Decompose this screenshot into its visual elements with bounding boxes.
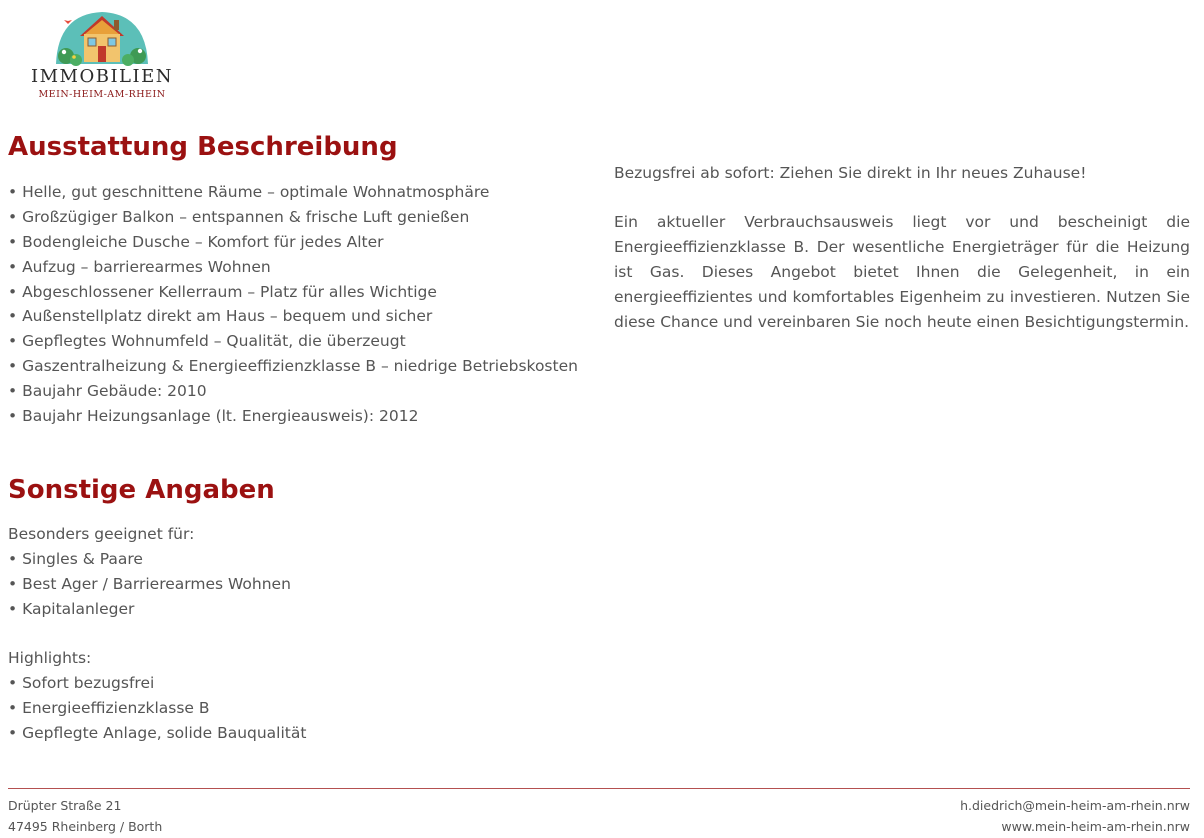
list-item: • Bodengleiche Dusche – Komfort für jedes Alter: [8, 232, 384, 251]
list-item: • Gaszentralheizung & Energieeffizienzklasse B – niedrige Betriebskosten: [8, 357, 578, 376]
highlights-label: Highlights:: [8, 649, 92, 667]
footer-divider: [8, 788, 1190, 789]
logo-title: IMMOBILIEN: [30, 66, 174, 87]
footer-city: 47495 Rheinberg / Borth: [8, 819, 163, 834]
highlights-list: [8, 671, 306, 746]
besonders-label: Besonders geeignet für:: [8, 525, 195, 543]
list-item: • Abgeschlossener Kellerraum – Platz für alles Wichtige: [8, 282, 437, 301]
ausstattung-heading: Ausstattung Beschreibung: [8, 132, 398, 162]
footer-website-link[interactable]: www.mein-heim-am-rhein.nrw: [1001, 819, 1190, 834]
footer-street: Drüpter Straße 21: [8, 798, 122, 813]
list-item: • Kapitalanleger: [8, 599, 135, 618]
list-item: • Großzügiger Balkon – entspannen & frische Luft genießen: [8, 207, 470, 226]
list-item: • Gepflegte Anlage, solide Bauqualität: [8, 723, 307, 742]
footer-email-link[interactable]: h.diedrich@mein-heim-am-rhein.nrw: [960, 798, 1190, 813]
list-item: • Singles & Paare: [8, 550, 143, 568]
list-item: • Außenstellplatz direkt am Haus – bequem und sicher: [8, 307, 433, 326]
list-item: • Gepflegtes Wohnumfeld – Qualität, die überzeugt: [8, 332, 406, 351]
energy-paragraph: Ein aktueller Verbrauchsausweis liegt vor und bescheinigt die Energieeffizienzklasse B. Der wesentliche Energieträger für die Heizung ist Gas. Dieses Angebot bietet Ihnen die Gelegenheit, in ein energieeffizientes und komfortables Eigenheim zu investieren. Nutzen Sie diese Chance und vereinbaren Sie noch heute einen Besichtigungstermin.: [614, 213, 1190, 331]
house-icon: [54, 6, 150, 66]
logo-subtitle: MEIN-HEIM-AM-RHEIN: [38, 89, 166, 100]
sonstige-heading: Sonstige Angaben: [8, 475, 275, 505]
besonders-list: [8, 547, 291, 622]
list-item: • Baujahr Gebäude: 2010: [8, 382, 207, 401]
list-item: • Energieeffizienzklasse B: [8, 698, 210, 717]
list-item: • Helle, gut geschnittene Räume – optimale Wohnatmosphäre: [8, 183, 490, 201]
list-item: • Aufzug – barrierearmes Wohnen: [8, 257, 271, 276]
ausstattung-list: [8, 180, 578, 429]
bezugsfrei-paragraph: Bezugsfrei ab sofort: Ziehen Sie direkt in Ihr neues Zuhause!: [614, 164, 1087, 182]
list-item: • Baujahr Heizungsanlage (lt. Energieausweis): 2012: [8, 407, 419, 426]
logo: [22, 6, 182, 98]
list-item: • Sofort bezugsfrei: [8, 674, 155, 692]
list-item: • Best Ager / Barrierearmes Wohnen: [8, 574, 291, 593]
